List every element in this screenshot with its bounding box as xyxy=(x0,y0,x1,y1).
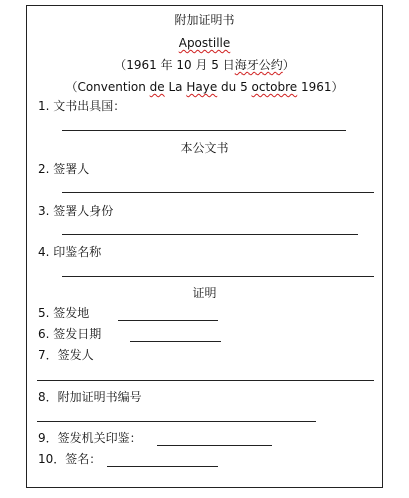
field-date-line[interactable] xyxy=(130,341,221,342)
field-authority-seal-line[interactable] xyxy=(157,445,272,446)
field-seal-name-label: 4. 印鉴名称 xyxy=(38,245,102,259)
field-issued-by-line[interactable] xyxy=(37,380,374,381)
field-signature-line[interactable] xyxy=(107,466,218,467)
apostille-heading xyxy=(0,36,409,50)
field-issuing-country-line[interactable] xyxy=(62,130,346,131)
field-certificate-number-line[interactable] xyxy=(37,421,316,422)
section-certification: 证明 xyxy=(192,286,217,300)
field-authority-seal-label: 9．签发机关印鉴： xyxy=(38,431,142,445)
field-place-line[interactable] xyxy=(118,320,218,321)
convention-french: （Convention de La Haye du 5 octobre 1961） xyxy=(65,80,344,94)
form-title: 附加证明书 xyxy=(174,13,235,27)
apostille-text: Apostille xyxy=(178,36,231,50)
field-date-label: 6. 签发日期 xyxy=(38,327,102,341)
field-issued-by-label: 7．签发人 xyxy=(38,348,94,362)
field-seal-name-line[interactable] xyxy=(62,276,374,277)
section-public-document: 本公文书 xyxy=(180,141,229,155)
field-signer-line[interactable] xyxy=(62,192,374,193)
field-place-label: 5. 签发地 xyxy=(38,306,90,320)
convention-chinese: （1961 年 10 月 5 日海牙公约） xyxy=(114,58,295,72)
field-signature-label: 10．签名： xyxy=(38,452,102,466)
field-certificate-number-label: 8．附加证明书编号 xyxy=(38,390,142,404)
field-issuing-country-label: 1. 文书出具国： xyxy=(38,99,126,113)
field-signer-label: 2. 签署人 xyxy=(38,162,90,176)
field-signer-capacity-line[interactable] xyxy=(62,234,358,235)
field-signer-capacity-label: 3. 签署人身份 xyxy=(38,204,114,218)
